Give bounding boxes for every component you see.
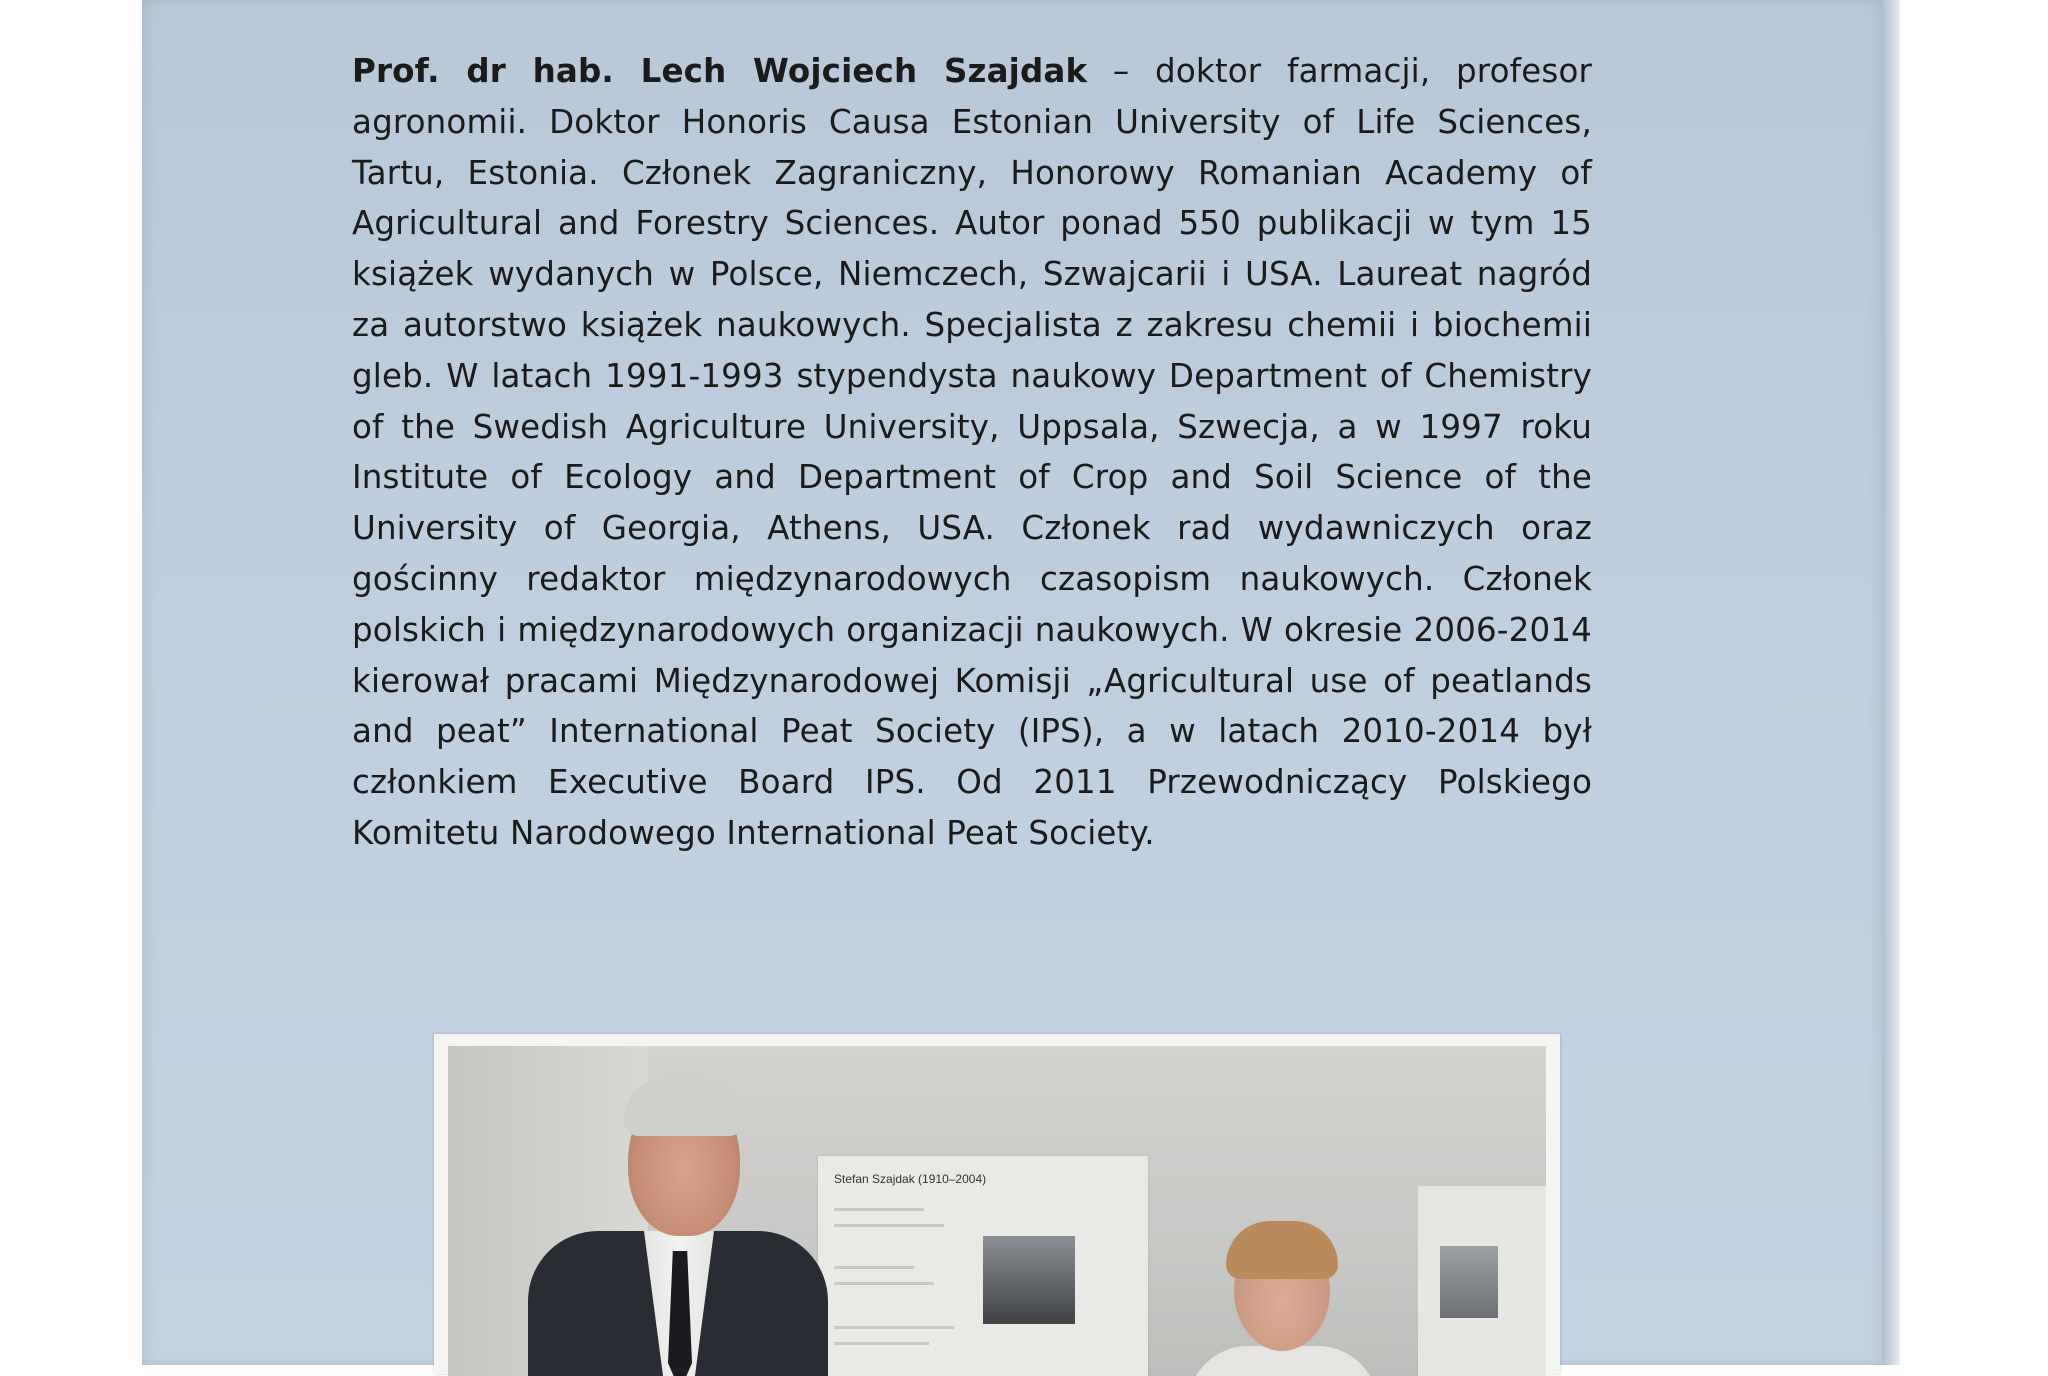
photo-man-hair [624,1076,744,1136]
photo-exhibit-line [834,1342,929,1345]
author-bio-text: – doktor farmacji, profesor agronomii. Doktor Honoris Causa Estonian University of Life Sciences, Tartu, Estonia. Członek Zagraniczny, Honorowy Romanian Academy of Agricultural and Forestry Sciences. Autor ponad 550 publikacji w tym 15 książek wydanych w Polsce, Niemczech, Szwajcarii i USA. Laureat nagród za autorstwo książek naukowych. Specjalista z zakresu chemii i biochemii gleb. W latach 1991-1993 stypendysta naukowy Department of Chemistry of the Swedish Agriculture University, Uppsala, Szwecja, a w 1997 roku Institute of Ecology and Department of Crop and Soil Science of the University of Georgia, Athens, USA. Członek rad wydawniczych oraz gościnny redaktor międzynarodowych czasopism naukowych. Członek polskich i międzynarodowych organizacji naukowych. W okresie 2006-2014 kierował pracami Międzynarodowej Komisji „Agricultural use of peatlands and peat” International Peat Society (IPS), a w latach 2010-2014 był członkiem Executive Board IPS. Od 2011 Przewodniczący Polskiego Komitetu Narodowego International Peat Society. [352,52,1593,852]
photo-woman-hair [1226,1221,1338,1279]
author-name: Prof. dr hab. Lech Wojciech Szajdak [352,52,1088,90]
photo-side-board [1418,1186,1546,1376]
author-bio [352,46,1592,859]
photo-exhibit-title: Stefan Szajdak (1910–2004) [834,1172,987,1186]
photo-side-painting [1440,1246,1498,1318]
photo-exhibit-line [834,1282,934,1285]
book-edge [1882,0,1900,1365]
photo-exhibit-board [818,1156,1148,1376]
photo-exhibit-painting [983,1236,1075,1324]
author-photo [448,1046,1546,1376]
author-photo-frame [434,1034,1560,1374]
photo-exhibit-line [834,1224,944,1227]
photo-exhibit-line [834,1266,914,1269]
photo-exhibit-line [834,1208,924,1211]
photo-exhibit-line [834,1326,954,1329]
